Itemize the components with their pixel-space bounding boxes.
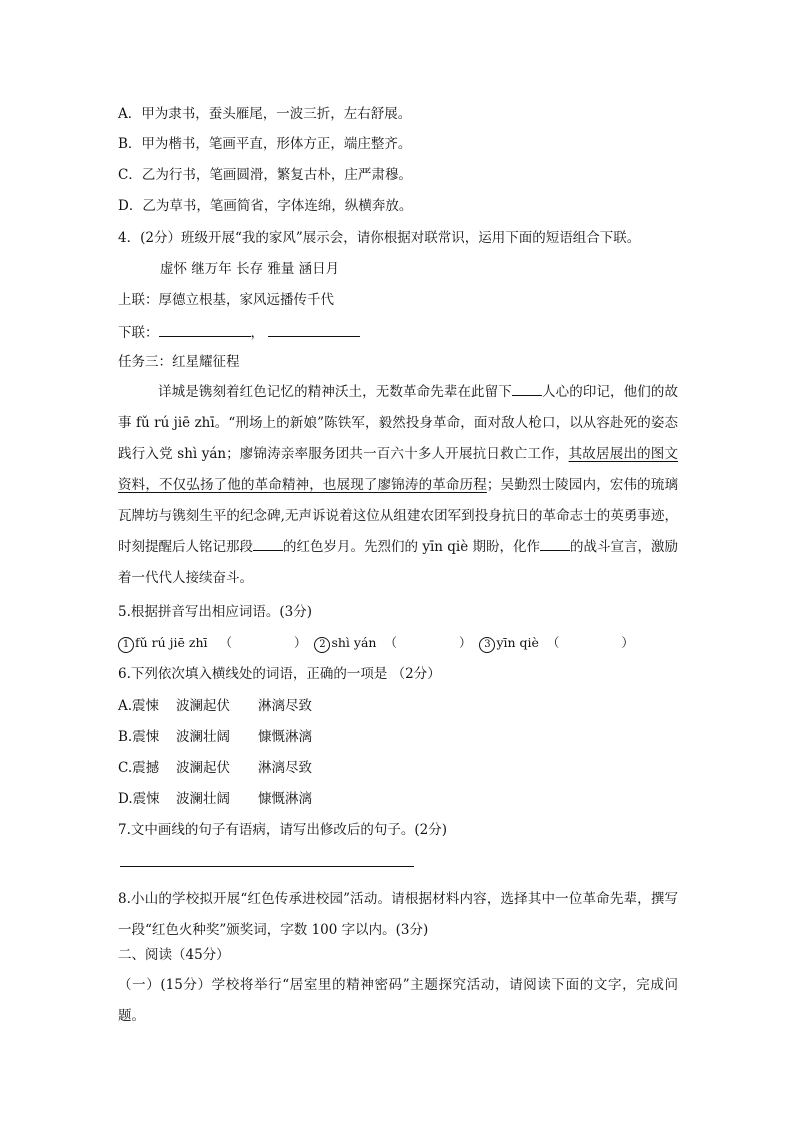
question-7-answer-line[interactable] — [120, 866, 414, 867]
passage-part-4: 的红色岁月。先烈们的 yīn qiè 期盼，化作 — [283, 539, 540, 555]
passage-part-3: ；吴勤烈士陵园内，宏伟的琉璃瓦牌坊与镌刻生平的纪念碑,无声诉说着这位从组建农团军到投身抗日的革命志士的英勇事迹，时刻提醒后人铭记那段 — [118, 477, 679, 555]
lower-couplet-label: 下联： — [118, 325, 159, 341]
passage — [118, 377, 678, 594]
q5-item-2 — [314, 635, 471, 650]
q6-option-b[interactable] — [118, 728, 312, 746]
q5-item-2-open: （ — [384, 635, 397, 650]
q5-item-3-pinyin: yīn qiè — [496, 635, 539, 650]
q6-d-word-2: 波澜壮阔 — [176, 791, 230, 807]
q6-option-c[interactable] — [118, 759, 312, 777]
q5-item-1 — [118, 635, 306, 650]
lower-couplet — [118, 322, 360, 342]
q5-item-1-close: ） — [293, 635, 307, 650]
passage-blank-1[interactable] — [512, 381, 542, 396]
q6-c-word-3: 淋漓尽致 — [258, 760, 312, 776]
q6-a-word-3: 淋漓尽致 — [258, 698, 312, 714]
q5-item-3-close: ） — [621, 635, 634, 650]
q5-item-1-open: （ — [219, 635, 232, 650]
q6-option-a[interactable] — [118, 697, 312, 715]
question-7-stem: 7.文中画线的句子有语病，请写出修改后的句子。(2分) — [118, 822, 448, 838]
option-d: D．乙为草书，笔画简省，字体连绵，纵横奔放。 — [118, 198, 413, 214]
q6-a-word-1: A.震悚 — [118, 698, 160, 714]
q6-b-word-2: 波澜壮阔 — [176, 729, 230, 745]
underlined-sentence: 其故居展出的图文资料，不仅弘扬了他的革命精神，也展现了廖锦涛的革命历程 — [118, 446, 678, 493]
q6-c-word-1: C.震撼 — [118, 760, 160, 776]
passage-part-5: 的战斗宣言，激励着一代代人接续奋斗。 — [118, 539, 679, 586]
q6-b-word-1: B.震悚 — [118, 729, 160, 745]
option-a: A．甲为隶书，蚕头雁尾，一波三折，左右舒展。 — [118, 106, 412, 122]
question-4-stem: 4．(2分）班级开展“我的家风”展示会，请你根据对联常识，运用下面的短语组合下联。 — [118, 230, 641, 246]
passage-part-2: 人心的印记，他们的故事 fǔ rú jiē zhī。“刑场上的新娘”陈铁军，毅然投身革命，面对敌人枪口，以从容赴死的姿态践行入党 shì yán；廖锦涛亲率服务团共一百六十多人开展抗日救亡工作， — [118, 384, 679, 462]
q6-b-word-3: 慷慨淋漓 — [258, 729, 312, 745]
upper-couplet: 上联：厚德立根基，家风远播传千代 — [118, 292, 334, 308]
lower-couplet-separator: ， — [250, 325, 264, 341]
q5-item-1-pinyin: fǔ rú jiē zhī — [135, 635, 208, 650]
q5-item-2-close: ） — [458, 635, 472, 650]
passage-part-1: 详城是镌刻着红色记忆的精神沃土，无数革命先辈在此留下 — [158, 384, 512, 400]
task-3-heading: 任务三：红星耀征程 — [118, 354, 240, 370]
section-2-heading: 二、阅读（45分） — [118, 947, 230, 963]
passage-blank-3[interactable] — [540, 536, 570, 551]
q6-d-word-3: 慷慨淋漓 — [258, 791, 312, 807]
q6-option-d[interactable] — [118, 790, 312, 808]
question-5-items — [118, 634, 634, 653]
q5-item-3 — [479, 635, 633, 650]
circled-number-2: 2 — [314, 637, 330, 653]
q6-a-word-2: 波澜起伏 — [176, 698, 230, 714]
question-6-stem: 6.下列依次填入横线处的词语，正确的一项是 （2分） — [118, 666, 441, 682]
q6-c-word-2: 波澜起伏 — [176, 760, 230, 776]
q5-item-2-pinyin: shì yán — [331, 635, 377, 650]
q6-d-word-1: D.震悚 — [118, 791, 160, 807]
lower-couplet-blank-2[interactable] — [268, 322, 360, 337]
question-4-phrases: 虚怀 继万年 长存 雅量 涵日月 — [160, 261, 340, 277]
lower-couplet-blank-1[interactable] — [159, 322, 251, 337]
question-8-stem: 8.小山的学校拟开展“红色传承进校园”活动。请根据材料内容，选择其中一位革命先辈，撰写一段“红色火种奖”颁奖词，字数 100 字以内。(3分) — [118, 891, 678, 938]
circled-number-1: 1 — [118, 637, 134, 653]
part-1-intro: （一）(15分）学校将举行“居室里的精神密码”主题探究活动，请阅读下面的文字，完成问题。 — [118, 977, 678, 1024]
q5-item-3-open: （ — [546, 635, 560, 650]
question-5-stem: 5.根据拼音写出相应词语。(3分) — [118, 604, 313, 620]
passage-blank-2[interactable] — [253, 536, 283, 551]
option-b: B．甲为楷书，笔画平直，形体方正，端庄整齐。 — [118, 136, 412, 152]
option-c: C．乙为行书，笔画圆滑，繁复古朴，庄严肃穆。 — [118, 167, 412, 183]
circled-number-3: 3 — [479, 637, 495, 653]
